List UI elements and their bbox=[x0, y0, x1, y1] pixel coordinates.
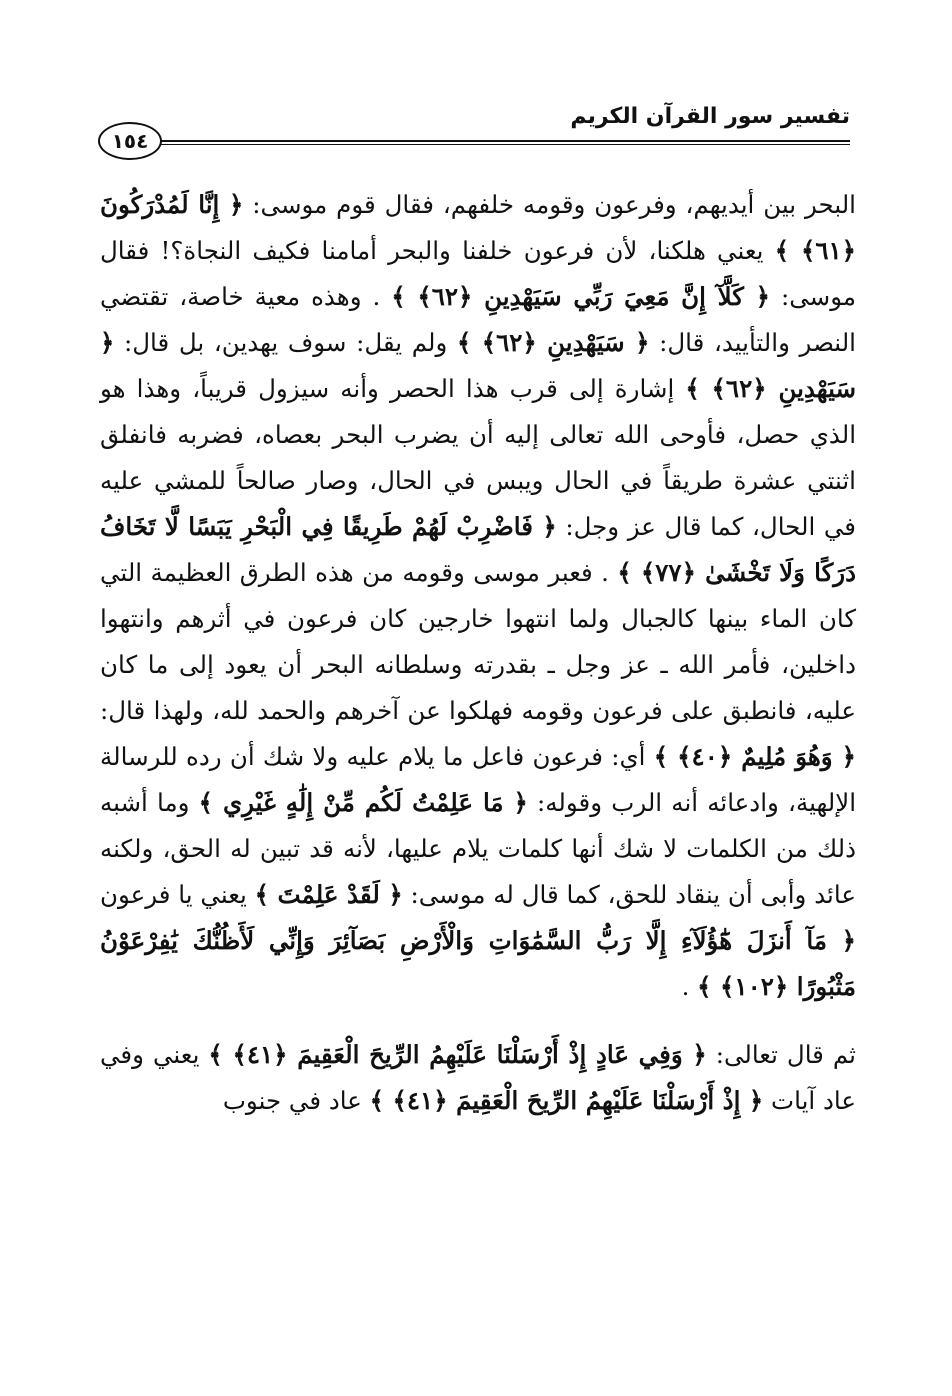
quran-verse: ﴿ وَفِي عَادٍ إِذْ أَرْسَلْنَا عَلَيْهِمُ الرِّيحَ الْعَقِيمَ ﴿٤١﴾ ﴾ bbox=[208, 1040, 707, 1069]
text-segment: . bbox=[681, 972, 698, 1001]
quran-verse: ﴿ مَآ أَنزَلَ هَٰٓؤُلَآءِ إِلَّا رَبُّ السَّمَٰوَاتِ وَالْأَرْضِ بَصَآئِرَ وَإِنِّي لَأَظُنُّكَ يَٰفِرْعَوْنُ مَثْبُورًا ﴿١٠٢﴾ ﴾ bbox=[100, 926, 856, 1001]
text-segment: أي: فرعون فاعل ما يلام عليه ولا شك أن رده للرسالة الإلهية، وادعائه أنه الرب وقوله: bbox=[100, 742, 857, 817]
quran-verse: ﴿ إِنَّا لَمُدْرَكُونَ ﴿٦١﴾ ﴾ bbox=[100, 190, 857, 265]
page-header bbox=[90, 96, 850, 156]
text-segment: ولم يقل: سوف يهدين، بل قال: bbox=[114, 328, 457, 357]
text-segment: إشارة إلى قرب هذا الحصر وأنه سيزول قريباً، وهذا هو الذي حصل، فأوحى الله تعالى إليه أن يضرب البحر بعصاه، فضربه فانفلق اثنتي عشرة طريقاً في الحال ويبس في الحال، وصار صالحاً للمشي عليه في الحال، كما قال عز وجل: bbox=[100, 374, 857, 541]
paragraph-2 bbox=[100, 1032, 856, 1124]
text-segment: عاد في جنوب bbox=[222, 1086, 370, 1115]
text-segment: وما أشبه ذلك من الكلمات لا شك أنها كلمات يلام عليها، لأنه قد تبين له الحق، ولكنه عائد وأبى أن ينقاد للحق، كما قال له موسى: bbox=[100, 788, 856, 909]
text-segment: يعني يا فرعون bbox=[100, 880, 255, 909]
quran-verse: ﴿ سَيَهْدِينِ ﴿٦٢﴾ ﴾ bbox=[100, 328, 856, 403]
text-segment: يعني هلكنا، لأن فرعون خلفنا والبحر أمامنا فكيف النجاة؟! فقال موسى: bbox=[100, 236, 856, 311]
paragraph-1 bbox=[100, 182, 856, 1010]
text-segment: . وهذه معية خاصة، تقتضي النصر والتأييد، قال: bbox=[100, 282, 856, 357]
running-title: تفسير سور القرآن الكريم bbox=[570, 104, 850, 129]
quran-verse: ﴿ سَيَهْدِينِ ﴿٦٢﴾ ﴾ bbox=[457, 328, 650, 357]
quran-verse: ﴿ كَلَّآ إِنَّ مَعِيَ رَبِّي سَيَهْدِينِ ﴿٦٢﴾ ﴾ bbox=[391, 282, 771, 311]
body-text bbox=[100, 182, 856, 1124]
quran-verse: ﴿ وَهُوَ مُلِيمٌ ﴿٤٠﴾ ﴾ bbox=[653, 742, 857, 771]
page-number: ١٥٤ bbox=[98, 122, 162, 160]
quran-verse: ﴿ لَقَدْ عَلِمْتَ ﴾ bbox=[254, 880, 403, 909]
text-segment: ثم قال تعالى: bbox=[706, 1040, 856, 1069]
text-segment: يعني وفي عاد آيات bbox=[100, 1040, 856, 1115]
text-segment: البحر بين أيديهم، وفرعون وقومه خلفهم، فقال قوم موسى: bbox=[243, 190, 856, 219]
quran-verse: ﴿ فَاضْرِبْ لَهُمْ طَرِيقًا فِي الْبَحْرِ يَبَسًا لَّا تَخَافُ دَرَكًا وَلَا تَخْشَىٰ ﴿٧٧﴾ ﴾ bbox=[100, 512, 856, 587]
quran-verse: ﴿ إِذْ أَرْسَلْنَا عَلَيْهِمُ الرِّيحَ الْعَقِيمَ ﴿٤١﴾ ﴾ bbox=[369, 1086, 764, 1115]
header-rule bbox=[156, 140, 850, 145]
quran-verse: ﴿ مَا عَلِمْتُ لَكُم مِّنْ إِلَٰهٍ غَيْرِي ﴾ bbox=[198, 788, 528, 817]
text-segment: . فعبر موسى وقومه من هذه الطرق العظيمة التي كان الماء بينها كالجبال ولما انتهوا خارجين كان فرعون في أثرهم وانتهوا داخلين، فأمر الله ـ عز وجل ـ بقدرته وسلطانه البحر أن يعود إلى ما كان عليه، فانطبق على فرعون وقومه فهلكوا عن آخرهم والحمد لله، ولهذا قال: bbox=[100, 558, 856, 725]
